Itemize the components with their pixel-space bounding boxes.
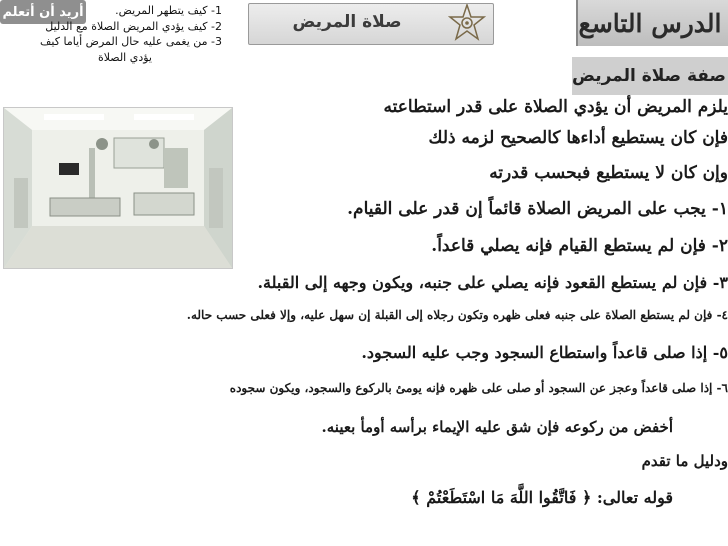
body-line: ٥- إذا صلى قاعداً واستطاع السجود وجب عليه السجود. <box>361 343 728 362</box>
body-line: ٢- فإن لم يستطع القيام فإنه يصلي قاعداً. <box>431 236 728 256</box>
body-line: فإن كان يستطيع أداءها كالصحيح لزمه ذلك <box>428 128 728 148</box>
quran-verse-line: قوله تعالى: ﴿ فَاتَّقُوا اللَّهَ مَا اسْتَطَعْتُمْ ﴾ <box>411 488 673 507</box>
star-ornament-icon <box>448 4 486 42</box>
body-line: أخفض من ركوعه فإن شق عليه الإيماء برأسه أومأ بعينه. <box>321 418 673 436</box>
body-line: ٦- إذا صلى قاعداً وعجز عن السجود أو صلى على ظهره فإنه يومئ بالركوع والسجود، ويكون سجوده <box>229 381 728 395</box>
objective-item: 3- من يغمى عليه حال المرض أياما كيف <box>40 35 222 48</box>
body-line: ١- يجب على المريض الصلاة قائماً إن قدر على القيام. <box>347 199 728 219</box>
lesson-subtitle: صفة صلاة المريض <box>572 66 726 86</box>
lesson-title: الدرس التاسع <box>578 8 722 38</box>
objective-item: يؤدي الصلاة <box>97 50 152 64</box>
learn-tag-label: أريد أن أتعلم <box>2 4 84 20</box>
body-line: يلزم المريض أن يؤدي الصلاة على قدر استطاعته <box>383 97 728 117</box>
banner-title: صلاة المريض <box>292 12 402 32</box>
body-line: وإن كان لا يستطيع فبحسب قدرته <box>489 163 728 183</box>
objective-item: 1- كيف يتطهر المريض. <box>115 4 222 17</box>
body-line: ٣- فإن لم يستطع القعود فإنه يصلي على جنبه، ويكون وجهه إلى القبلة. <box>257 273 728 292</box>
clinic-room-photo <box>3 107 233 269</box>
clinic-room-illustration <box>4 108 232 268</box>
objective-item: 2- كيف يؤدي المريض الصلاة مع الدليل <box>45 19 222 33</box>
body-line: ودليل ما تقدم <box>641 452 728 470</box>
body-line: ٤- فإن لم يستطع الصلاة على جنبه فعلى ظهره وتكون رجلاه إلى القبلة إن سهل عليه، وإلا فعلى حسب حاله. <box>186 308 728 322</box>
objectives-list <box>0 3 222 65</box>
